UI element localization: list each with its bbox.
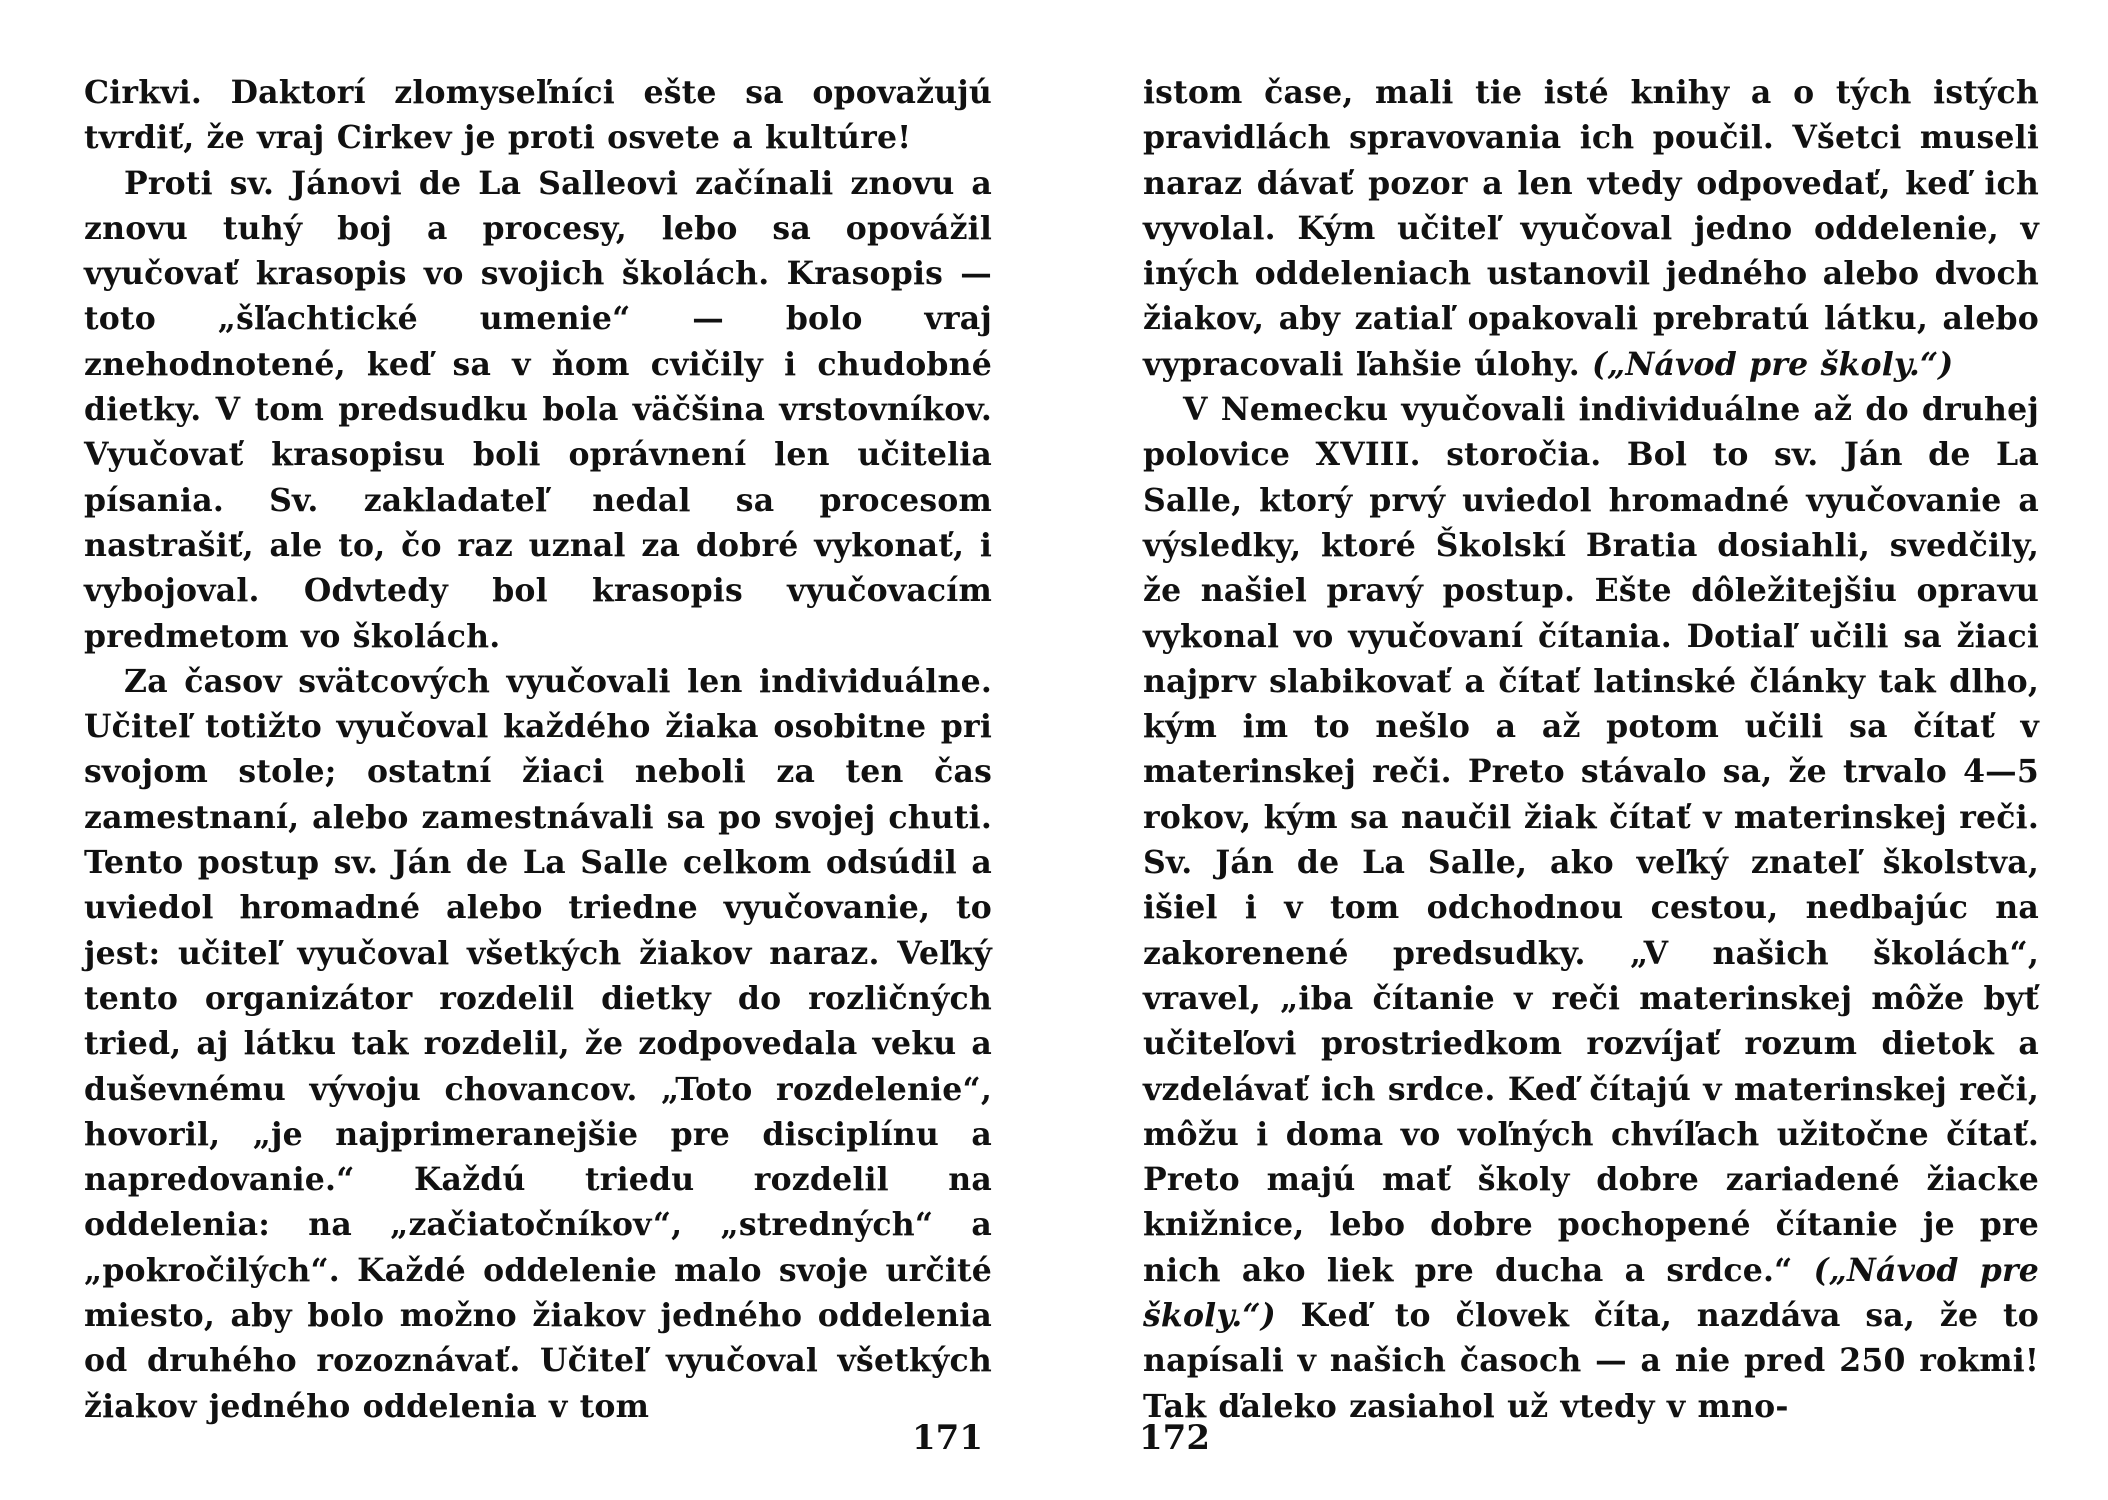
left-page	[84, 70, 992, 1429]
right-page	[1143, 70, 2039, 1429]
left-paragraph-3: Za časov svätcových vyučovali len individuálne. Učiteľ totižto vyučoval každého žiaka osobitne pri svojom stole; ostatní žiaci neboli za ten čas zamestnaní, alebo zamestnávali sa po svojej chuti. Tento postup sv. Ján de La Salle celkom odsúdil a uviedol hromadné alebo triedne vyučovanie, to jest: učiteľ vyučoval všetkých žiakov naraz. Veľký tento organizátor rozdelil dietky do rozličných tried, aj látku tak rozdelil, že zodpovedala veku a duševnému vývoju chovancov. „Toto rozdelenie“, hovoril, „je najprimeranejšie pre disciplínu a napredovanie.“ Každú triedu rozdelil na oddelenia: na „začiatočníkov“, „stredných“ a „pokročilých“. Každé oddelenie malo svoje určité miesto, aby bolo možno žiakov jedného oddelenia od druhého rozoznávať. Učiteľ vyučoval všetkých žiakov jedného oddelenia v tom	[84, 662, 992, 1425]
left-paragraph-2: Proti sv. Jánovi de La Salleovi začínali znovu a znovu tuhý boj a procesy, lebo sa opovážil vyučovať krasopis vo svojich školách. Krasopis — toto „šľachtické umenie“ — bolo vraj znehodnotené, keď sa v ňom cvičily i chudobné dietky. V tom predsudku bola väčšina vrstovníkov. Vyučovať krasopisu boli oprávnení len učitelia písania. Sv. zakladateľ nedal sa procesom nastrašiť, ale to, čo raz uznal za dobré vykonať, i vybojoval. Odvtedy bol krasopis vyučovacím predmetom vo školách.	[84, 164, 992, 655]
left-paragraph-1: Cirkvi. Daktorí zlomyseľníci ešte sa opovažujú tvrdiť, že vraj Cirkev je proti osvete a kultúre!	[84, 74, 992, 157]
right-paragraph-2	[1143, 387, 2039, 1429]
citation-navod-1: („Návod pre školy.“)	[1592, 345, 1954, 383]
page-number-left: 171	[912, 1418, 983, 1458]
right-paragraph-1	[1143, 70, 2039, 387]
citation-navod-2: („Návod pre školy.“)	[1143, 1251, 2039, 1335]
page-number-right: 172	[1139, 1418, 1210, 1458]
right-paragraph-1-text: istom čase, mali tie isté knihy a o tých istých pravidlách spravovania ich poučil. Všetci museli naraz dávať pozor a len vtedy odpovedať, keď ich vyvolal. Kým učiteľ vyučoval jedno oddelenie, v iných oddeleniach ustanovil jedného alebo dvoch žiakov, aby zatiaľ opakovali prebratú látku, alebo vypracovali ľahšie úlohy.	[1143, 74, 2039, 383]
right-paragraph-2-text: V Nemecku vyučovali individuálne až do druhej polovice XVIII. storočia. Bol to sv. Ján de La Salle, ktorý prvý uviedol hromadné vyučovanie a výsledky, ktoré Školskí Bratia dosiahli, svedčily, že našiel pravý postup. Ešte dôležitejšiu opravu vykonal vo vyučovaní čítania. Dotiaľ učili sa žiaci najprv slabikovať a čítať latinské články tak dlho, kým im to nešlo a až potom učili sa čítať v materinskej reči. Preto stávalo sa, že trvalo 4—5 rokov, kým sa naučil žiak čítať v materinskej reči. Sv. Ján de La Salle, ako veľký znateľ školstva, išiel i v tom odchodnou cestou, nedbajúc na zakorenené predsudky. „V našich školách“, vravel, „iba čítanie v reči materinskej môže byť učiteľovi prostriedkom rozvíjať rozum dietok a vzdelávať ich srdce. Keď čítajú v materinskej reči, môžu i doma vo voľných chvíľach užitočne čítať. Preto majú mať školy dobre zariadené žiacke knižnice, lebo dobre pochopené čítanie je pre nich ako liek pre ducha a srdce.“	[1143, 391, 2039, 1289]
right-paragraph-2-tail: Keď to človek číta, nazdáva sa, že to napísali v našich časoch — a nie pred 250 rokmi! Tak ďaleko zasiahol už vtedy v mno-	[1143, 1297, 2039, 1425]
